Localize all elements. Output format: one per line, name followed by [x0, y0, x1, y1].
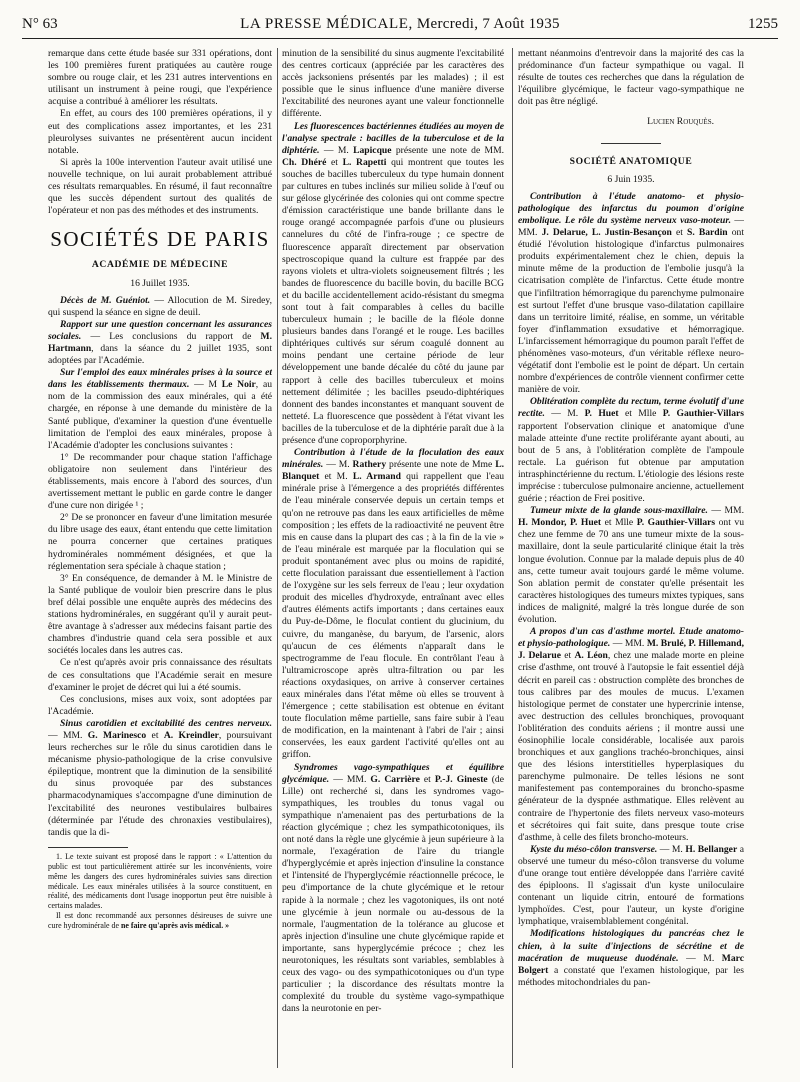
column-divider [512, 48, 513, 1068]
list-item: 1° De recommander pour chaque station l'affichage obligatoire non seulement dans l'intérieur des établissements, mais encore à l'abord des sources, d'un avertissement mettant le public en garde contre le danger d'une cure non dirigée ¹ ; [48, 451, 272, 512]
entry-rectum: Oblitération complète du rectum, terme évolutif d'une rectite. — M. P. Huet et Mlle P. Gauthier-Villars rapportent l'observation clinique et anatomique d'une malade atteinte d'une rectite proliférante ayant abouti, au bout de 5 ans, à l'oblitération complète de l'ampoule rectale. La guérison fut obtenue par amputation intrasphinctérienne du rectum. L'étiologie des lésions reste imprécise : tuberculose pulmonaire ancienne, actuellement guérie ; réaction de Frei positive. [518, 396, 744, 505]
author-name: Rathery [352, 459, 387, 471]
footnote-rule [48, 847, 128, 848]
paragraph: Ce n'est qu'après avoir pris connaissance des résultats de ces consultations que l'Académie serait en mesure d'examiner le projet de décret qui lui a été soumis. [48, 657, 272, 693]
paragraph: mettant néanmoins d'entrevoir dans la majorité des cas la prédominance d'un facteur sympathique ou vagal. Il résulte de toutes ces recherches que dans la régulation de l'équilibre glycémique, le facteur vago-sympathique ne doit pas être négligé. [518, 48, 744, 108]
author-name: Ch. Dhéré [282, 156, 327, 168]
author-name: P.-J. Gineste [434, 773, 488, 785]
entry-rapport: Rapport sur une question concernant les assurances sociales. — Les conclusions du rapport de M. Hartmann, dans la séance du 2 juillet 1935, sont adoptées par l'Académie. [48, 318, 272, 367]
author-name: M. Brulé, P. Hillemand, J. Delarue [518, 638, 744, 662]
entry-heading: Tumeur mixte de la glande sous-maxillaire. [530, 505, 708, 517]
author-name: P. Huet [584, 408, 619, 420]
masthead [22, 16, 778, 33]
entry-heading: Kyste du méso-côlon transverse. [530, 843, 658, 855]
publication-name: LA PRESSE MÉDICALE, [240, 16, 413, 32]
entry-heading: A propos d'un cas d'asthme mortel. Etude anatomo- et physio-pathologique. [518, 626, 744, 650]
list-item: 2° De se prononcer en faveur d'une limitation mesurée du libre usage des eaux, étant entendu que cette limitation ne pourra concerner que certaines pratiques hydrominérales nommément désignées, et que la réglementation sera spéciale à chaque station ; [48, 512, 272, 572]
issue-number: N° 63 [22, 16, 58, 32]
entry-heading: Décès de M. Guéniot. [60, 294, 151, 306]
paragraph: Ces conclusions, mises aux voix, sont adoptées par l'Académie. [48, 693, 272, 717]
entry-kyste: Kyste du méso-côlon transverse. — M. H. Bellanger a observé une tumeur du méso-côlon transverse du volume d'une orange tout entière développée dans l'arrière cavité des épiploons. Il s'agissait d'un kyste uniloculaire contenant un liquide citrin, entouré de formations lymphoïdes. C'est, pour l'auteur, un kyste d'origine lymphatique, vraisemblablement congénital. [518, 843, 744, 928]
paragraph: Si après la 100e intervention l'auteur avait utilisé une nouvelle technique, on lui aurait probablement attribué ces résultats remarquables. En résumé, il faut reconnaître que les succès dépendent surtout des qualités de l'opérateur et non pas des méthodes et des instruments. [48, 156, 272, 217]
author-name: H. Mondor, P. Huet [518, 517, 602, 529]
author-signature: Lucien Rouquès. [647, 116, 714, 128]
entry-eaux-minerales: Sur l'emploi des eaux minérales prises à la source et dans les établissements thermaux. — M Le Noir, au nom de la commission des eaux minérales, qui a été chargée, en réponse à une demande du ministère de la Santé publique, d'examiner la question d'une éventuelle limitation de l'emploi des eaux minérales, propose à l'Académie d'adopter les conclusions suivantes : [48, 367, 272, 451]
entry-pancreas: Modifications histologiques du pancréas chez le chien, à la suite d'injections de sécrétine et de macération de muqueuse duodénale. — M. Marc Bolgert a constaté que l'examen histologique, par les méthodes mitochondriales du pan- [518, 928, 744, 988]
society-title: SOCIÉTÉ ANATOMIQUE [569, 155, 693, 167]
entry-floculation: Contribution à l'étude de la floculation des eaux minérales. — M. Rathery présente une note de Mme L. Blanquet et M. L. Armand qui rappellent que l'eau minérale prise à l'émergence a des propriétés différentes de l'eau minérale conservée depuis un certain temps et qu'on ne retrouve pas dans les eaux artificielles de même composition ; les effets de la radioactivité ne peuvent être mis en cause dans la plupart des cas ; à la fin de la vie » de l'eau minérale est marquée par la floculation qui se produit spontanément avec plus ou moins de rapidité, cette floculation paraissant due essentiellement à l'action de l'oxygène sur les sels ferreux de l'eau ; leur oxydation produit des micelles d'hydroxyde, entraînant avec elles d'autres éléments actifs importants ; dans certaines eaux du Puy-de-Dôme, le floculat contient du glucinium, du cuivre, du manganèse, du baryum, de l'arsenic, alors qu'aucun de ces éléments n'apparaît dans le spectrogramme de l'eau flocule. En contrôlant l'eau à l'ultramicroscope après ultra-filtration ou par les réactions oxydasiques, on arrive à conserver certaines eaux minérales dans l'état même où elles se trouvent à l'émergence ; cette stabilisation est obtenue en évitant toute floculation même partielle, sans faire subir à l'eau de modification, en la maintenant à l'abri de l'air ; ainsi conservées, les eaux gardent l'activité qu'elles ont au griffon. [282, 447, 504, 761]
entry-heading: Les fluorescences bactériennes étudiées au moyen de l'analyse spectrale : bacilles de la tuberculose et de la diphtérie. [282, 120, 504, 156]
entry-sinus-carotidien: Sinus carotidien et excitabilité des centres nerveux. — MM. G. Marinesco et A. Kreindler, poursuivant leurs recherches sur le rôle du sinus carotidien dans le mécanisme physio-pathologique de la crise convulsive épileptique, montrent que la diminution de la sensibilité du sinus provoquée par des substances pharmacodynamiques s'accompagne d'une diminution de l'excitabilité des neurones vestibulaires bulbaires (déterminée par l'étude des chronaxies vestibulaires), tandis que la di- [48, 717, 272, 838]
entry-deces: Décès de M. Guéniot. — Allocution de M. Siredey, qui suspend la séance en signe de deuil. [48, 294, 272, 318]
society-date: 6 Juin 1935. [607, 173, 655, 185]
author-name: S. Bardin [687, 227, 728, 239]
entry-heading: Rapport sur une question concernant les assurances sociales. [48, 318, 272, 342]
author-name: G. Carrière [370, 773, 420, 785]
entry-infarctus: Contribution à l'étude anatomo- et physio-pathologique des infarctus du poumon d'origine embolique. Le rôle du système nerveux vaso-moteur. — MM. J. Delarue, L. Justin-Besançon et S. Bardin ont étudié l'évolution histologique d'infarctus pulmonaires produits expérimentalement chez le chien, depuis la minute même de la production de l'embolie jusqu'à la cicatrisation complète de l'infarctus. Cette étude montre que l'infiltration hémorragique du parenchyme pulmonaire est surtout l'effet d'une brusque vaso-dilatation capillaire dans un territoire limité, réalise, en somme, un véritable foyer d'inflammation exsudative et hémorragique. L'infarcissement hémorragique du poumon paraît l'effet de phénomènes vaso-moteurs, d'un véritable réflexe neuro-végétatif dont l'embolie est le point de départ. Un certain nombre d'expériences de contrôle viennent confirmer cette manière de voir. [518, 190, 744, 396]
author-name: J. Delarue, L. Justin-Besançon [541, 227, 672, 239]
author-name: G. Marinesco [87, 729, 147, 741]
entry-fluorescences: Les fluorescences bactériennes étudiées au moyen de l'analyse spectrale : bacilles de la tuberculose et de la diphtérie. — M. Lapicque présente une note de MM. Ch. Dhéré et L. Rapetti qui montrent que toutes les souches de bacilles tuberculeux du type humain donnent par cultures en tubes inclinés sur milieu solide à l'œuf ou sur gélose glycérinée des colonies qui ont comme spectre d'émission caractéristique une bande brillante dans le rouge orangé accompagnée parfois d'une ou plusieurs cannelures du côté de l'infra-rouge ; ce spectre de fluorescence apparaît directement par observation spectroscopique quand la culture est frappée par des rayons violets et ultra-violets soigneusement filtrés ; les bandes de fluorescence du bacille bovin, du bacille BCG et du bacille accidentellement acido-résistant du smegma sont tout à fait comparables à celles du bacille tuberculeux humain ; le bacille de la fléole donne plusieurs bandes dans l'orangé et le rouge. Les bacilles diphtériques cultivés sur sérum coagulé donnent au moins pendant une certaine période de leur développement une bande décalée du côté du jaune par rapport à celle des bacilles tuberculeux et moins nettement délimitée ; les bacilles pseudo-diphtériques donnent des bandes inconstantes et manquant souvent de netteté. La fluorescence que possèdent à l'état vivant les bacilles de la tuberculose et de la diphtérie paraît due à la présence d'une coproporphyrine. [282, 120, 504, 446]
section-separator [601, 143, 661, 144]
academy-title: ACADÉMIE DE MÉDECINE [91, 259, 229, 271]
page-header [22, 14, 778, 38]
entry-heading: Contribution à l'étude de la floculation des eaux minérales. [282, 447, 504, 471]
academy-date: 16 Juillet 1935. [130, 277, 190, 289]
entry-heading: Sur l'emploi des eaux minérales prises à la source et dans les établissements thermaux. [48, 367, 272, 391]
footnote [48, 852, 272, 931]
author-name: A. Kreindler [163, 729, 219, 741]
column-divider [277, 48, 278, 1068]
entry-syndromes-vago: Syndromes vago-sympathiques et équilibre glycémique. — MM. G. Carrière et P.-J. Gineste (de Lille) ont recherché si, dans les syndromes vago-sympathiques, les troubles du tonus vagal ou sympathique n'amenaient pas des perturbations de la réaction glycémique ; chez les sympathicotoniques, ils ont noté dans la règle une glycémie à jeun supérieure à la normale, l'exagération de l'aire du triangle d'hyperglycémie et après injection d'insuline la constance et l'intensité de l'hyperglycémie réactionnelle précoce, le peu d'importance de la chute glycémique et le retour rapide à la normale ; chez les vagotoniques, ils ont noté une glycémie à jeun normale ou au-dessous de la normale, l'augmentation de la tolérance au glucose et après injection d'insuline une chute glycémique rapide et importante, sans hyperglycémie précoce ; chez les neurotoniques, les résultats sont variables, semblables à ceux des vago- ou des sympathicotoniques ou d'un type particulier ; la discordance des résultats montre la complexité du trouble du système vago-sympathique dans la neurotonie en per- [282, 761, 504, 1015]
author-name: Lapicque [353, 144, 392, 156]
author-name: L. Armand [352, 471, 401, 483]
author-name: Marc Bolgert [518, 952, 744, 976]
paragraph: remarque dans cette étude basée sur 331 opérations, dont les 100 premières furent pratiquées au cautère rouge sombre ou rouge clair, et les 231 autres interventions en utilisant un instrument à peine rougi, que l'expérience acquise a contribué à améliorer les résultats. [48, 48, 272, 108]
paragraph: En effet, au cours des 100 premières opérations, il y eut des complications assez importantes, et les 231 pleurolyses suivantes ne présentèrent aucun incident notable. [48, 108, 272, 156]
author-name: M. Hartmann [48, 330, 272, 354]
author-name: P. Gauthier-Villars [662, 408, 744, 420]
column-1 [48, 48, 272, 1072]
paragraph: minution de la sensibilité du sinus augmente l'excitabilité des centres corticaux (appréciée par les caractères des accès jacksoniens présentés par les malades) ; il est possible que le sinus influence d'une manière diverse l'excitabilité des neurones ayant une valeur fonctionnelle différente. [282, 48, 504, 120]
section-title-societes: SOCIÉTÉS DE PARIS [50, 227, 270, 252]
footnote-text: Il est donc recommandé aux personnes désireuses de suivre une cure hydrominérale de ne faire qu'après avis médical. » [48, 911, 272, 931]
column-3 [518, 48, 744, 1072]
entry-heading: Syndromes vago-sympathiques et équilibre glycémique. [282, 761, 504, 785]
entry-heading: Oblitération complète du rectum, terme évolutif d'une rectite. [518, 396, 744, 420]
author-name: P. Gauthier-Villars [636, 517, 716, 529]
author-name: A. Léon [574, 650, 608, 662]
entry-asthme: A propos d'un cas d'asthme mortel. Etude anatomo- et physio-pathologique. — MM. M. Brulé, P. Hillemand, J. Delarue et A. Léon, chez une malade morte en pleine crise d'asthme, ont trouvé à l'autopsie le fait essentiel déjà décrit en pareil cas : obstruction complète des bronches de tous calibres par des moules de mucus. L'examen histologique permet de constater une hypercrinie intense, avec destruction des cellules bronchiques, provoquant l'oblitération des conduits aériens ; il montre aussi une éosinophilie locale considérable, localisée aux parois bronchiques et aux ganglions trachéo-bronchiques, ainsi que des lésions interstitielles hyperplasiques du parenchyme pulmonaire. De telles lésions ne sont manifestement pas contemporaines du broncho-spasme générateur de la dyspnée asthmatique. Elles relèvent au contraire de l'hypertonie des filets nerveux vaso-moteurs et sécrétoires qui fait suite, dans presque toute crise d'asthme, à celle des filets broncho-moteurs. [518, 626, 744, 843]
list-item: 3° En conséquence, de demander à M. le Ministre de la Santé publique de vouloir bien prescrire dans le plus bref délai possible une enquête auprès des médecins des stations hydrominérales, en suggérant qu'il y aurait peut-être avantage à s'adresser aux médecins faisant partie des chambres d'industrie quand cela sera possible et aux sociétés locales dans les autres cas. [48, 572, 272, 657]
author-name: L. Blanquet [282, 459, 504, 483]
entry-heading: Contribution à l'étude anatomo- et physio-pathologique des infarctus du poumon d'origine embolique. Le rôle du système nerveux vaso-moteur. [518, 190, 744, 226]
page-number: 1255 [748, 16, 778, 32]
entry-heading: Sinus carotidien et excitabilité des centres nerveux. [60, 717, 272, 729]
author-name: Le Noir [221, 379, 256, 391]
author-name: H. Bellanger [685, 843, 738, 855]
entry-tumeur-mixte: Tumeur mixte de la glande sous-maxillaire. — MM. H. Mondor, P. Huet et Mlle P. Gauthier-Villars ont vu chez une femme de 70 ans une tumeur mixte de la sous-maxillaire, dont la seule particularité clinique était la très longue évolution. Connue par la malade depuis plus de 40 ans, cette tumeur avait toujours gardé le même volume. Son ablation permit de constater qu'elle présentait les caractères histologiques des tumeurs mixtes typiques, sans indices de malignité, malgré la très longue durée de son évolution. [518, 505, 744, 626]
issue-date: Mercredi, 7 Août 1935 [416, 16, 560, 32]
column-2 [282, 48, 504, 1072]
entry-heading: Modifications histologiques du pancréas chez le chien, à la suite d'injections de sécrétine et de macération de muqueuse duodénale. [518, 928, 744, 964]
footnote-text: 1. Le texte suivant est proposé dans le rapport : « L'attention du public est tout particulièrement attirée sur les inconvénients, voire même les dangers des cures hydrominérales suivies sans direction médicale. Les eaux minérales utilisées à la source constituent, en réalité, des médicaments dont l'usage inopportun peut être nuisible à certains malades. [48, 851, 272, 911]
header-rule [22, 38, 778, 39]
author-name: L. Rapetti [342, 156, 387, 168]
